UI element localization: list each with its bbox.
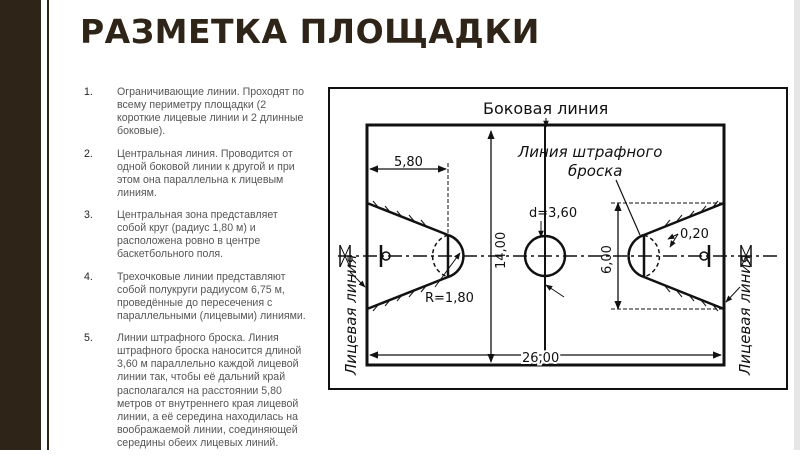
dim-d-label: d=3,60 [529,206,578,221]
free-throw-label-1: Линия штрафного [518,143,663,161]
dim-020-label: 0,20 [680,227,709,242]
list-item-text: Центральная зона представляет собой круг (радиус 1,80 м) и расположена ровно в центре баскетбольного поля. [117,209,278,261]
list-item [84,209,306,262]
end-line-left-label: Лицевая линия [342,254,360,375]
list-item-number: 1. [84,86,93,98]
list-item-text: Центральная линия. Проводится от одной боковой линии к другой и при этом она параллельна к лицевым линиям. [117,147,295,199]
list-item [84,332,306,450]
list-item-number: 4. [84,270,93,283]
free-throw-label-2: броска [568,162,623,180]
rules-list [84,86,306,459]
list-item-number: 2. [84,147,93,160]
list-item-text: Ограничивающие линии. Проходят по всему периметру площадки (2 короткие лицевые линии и 2 длинные боковые). [117,86,305,138]
dim-600-label: 6,00 [600,245,615,274]
slide-title: РАЗМЕТКА ПЛОЩАДКИ [80,12,540,51]
free-throw-pointer [616,180,640,235]
left-decor-bar [0,0,41,450]
dim-r-label: R=1,80 [425,291,474,306]
right-edge-strip [794,0,800,450]
dim-1400-label: 14,00 [494,231,509,269]
list-item [84,148,306,201]
list-item-text: Линии штрафного броска. Линия штрафного броска наносится длиной 3,60 м параллельно каждой лицевой линии так, чтобы её дальний край располагался на расстоянии 5,80 метров от внутреннего края лицевой линии, а её середина находилась на воображаемой линии, соединяющей середины обеих лицевых линий. [117,332,302,449]
list-item [84,271,306,324]
dim-2600-label: 26,00 [522,351,560,366]
dim-580-label: 5,80 [394,155,423,170]
court-svg [328,87,788,390]
list-item-number: 5. [84,332,93,344]
court-diagram [328,87,788,390]
list-item-number: 3. [84,209,93,221]
figure-frame [329,88,787,389]
end-line-right-label: Лицевая линия [736,254,754,375]
list-item [84,86,306,139]
left-decor-line [47,0,49,450]
list-item-text: Трехочковые линии представляют собой полукруги радиусом 6,75 м, проведённые до пересечения с параллельными (лицевыми) линиями. [117,270,306,322]
side-line-label: Боковая линия [483,99,609,118]
